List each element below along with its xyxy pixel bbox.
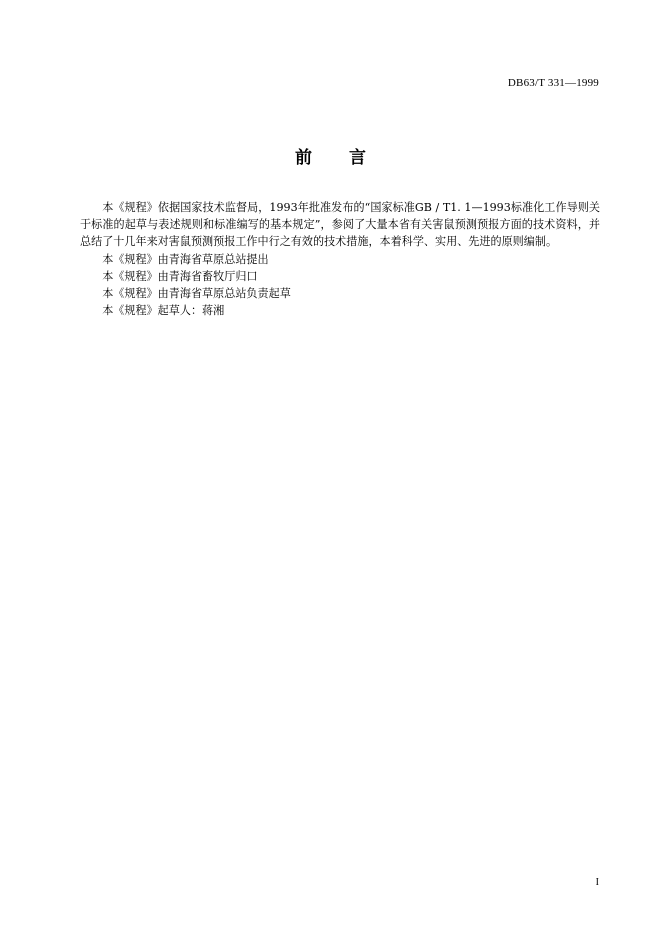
drafter-line: 本《规程》起草人：蒋湘 [102, 304, 225, 318]
page-number: I [595, 877, 599, 888]
standard-code: DB63/T 331—1999 [507, 77, 599, 89]
foreword-paragraph: 本《规程》依据国家技术监督局，1993年批准发布的“国家标准GB / T1. 1—1993标准化工作导则关于标准的起草与表述规则和标准编写的基本规定”，参阅了大量本省有关害鼠预测预报方面的技术资料，并总结了十几年来对害鼠预测预报工作中行之有效的技术措施，本着科学、实用、先进的原则编制。 [80, 201, 600, 249]
jurisdiction-line: 本《规程》由青海省畜牧厅归口 [102, 269, 258, 283]
proposer-line: 本《规程》由青海省草原总站提出 [102, 252, 269, 266]
page-title: 前 言 [295, 148, 367, 168]
foreword-body [80, 199, 600, 319]
drafting-unit-line: 本《规程》由青海省草原总站负责起草 [102, 287, 291, 301]
